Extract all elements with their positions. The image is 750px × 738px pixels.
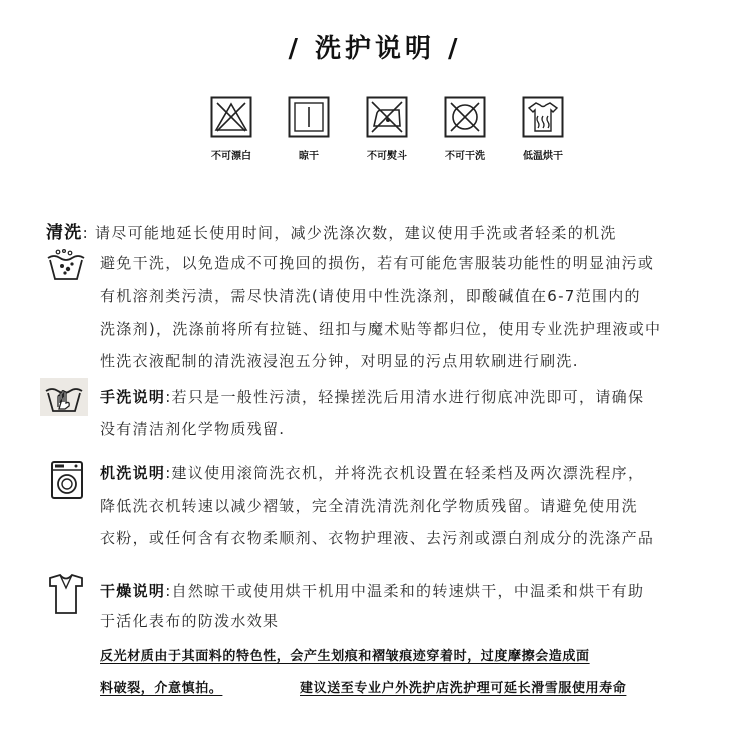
symbol-label: 不可漂白 xyxy=(211,151,251,162)
hand-wash-line: 没有清洁剂化学物质残留. xyxy=(100,420,286,438)
hand-wash-line: :若只是一般性污渍，轻操搓洗后用清水进行彻底冲洗即可，请确保 xyxy=(165,388,645,406)
symbol-line-dry xyxy=(274,96,344,162)
care-recommendation xyxy=(300,677,626,696)
reflective-material-notice xyxy=(100,645,590,664)
symbol-label: 不可熨斗 xyxy=(367,151,407,162)
care-symbols-row xyxy=(196,96,576,176)
notice-line: 反光材质由于其面料的特色性，会产生划痕和褶皱痕迹穿着时，过度摩擦会造成面 xyxy=(100,649,590,664)
line-dry-icon xyxy=(288,96,330,138)
reflective-material-notice-2 xyxy=(100,677,222,696)
symbol-no-bleach xyxy=(196,96,266,162)
hand-wash-heading: 手洗说明 xyxy=(100,388,166,406)
low-temp-tumble-dry-icon xyxy=(522,96,564,138)
no-iron-icon xyxy=(366,96,408,138)
no-dry-clean-icon xyxy=(444,96,486,138)
washing-machine-icon xyxy=(50,460,84,500)
notice-line: 建议送至专业户外洗护店洗护理可延长滑雪服使用寿命 xyxy=(300,681,627,696)
machine-wash-line: 衣粉，或任何含有衣物柔顺剂、衣物护理液、去污剂或漂白剂成分的洗涤产品 xyxy=(100,529,655,547)
symbol-label: 晾干 xyxy=(299,151,319,162)
cleaning-line: : 请尽可能地延长使用时间，减少洗涤次数，建议使用手洗或者轻柔的机洗 xyxy=(82,224,617,242)
drying-line: :自然晾干或使用烘干机用中温柔和的转速烘干，中温柔和烘干有助 xyxy=(165,582,645,600)
machine-wash-line: :建议使用滚筒洗衣机，并将洗衣机设置在轻柔档及两次漂洗程序， xyxy=(165,464,645,482)
cleaning-line: 避免干洗，以免造成不可挽回的损伤，若有可能危害服装功能性的明显油污或 xyxy=(100,254,655,272)
cleaning-heading: 清洗 xyxy=(46,223,83,243)
notice-line: 料破裂，介意慎拍。 xyxy=(100,681,223,696)
machine-wash-heading: 机洗说明 xyxy=(100,464,166,482)
symbol-no-iron xyxy=(352,96,422,162)
cleaning-line: 性洗衣液配制的清洗液浸泡五分钟，对明显的污点用软刷进行刷洗. xyxy=(100,352,579,370)
machine-wash-line: 降低洗衣机转速以减少褶皱，完全清洗清洗剂化学物质残留。请避免使用洗 xyxy=(100,497,638,515)
page-title: / 洗护说明 / xyxy=(288,34,462,64)
cleaning-line: 有机溶剂类污渍，需尽快清洗(请使用中性洗涤剂，即酸碱值在6-7范围内的 xyxy=(100,287,641,305)
drying-line: 于活化表布的防泼水效果 xyxy=(100,612,280,630)
hanging-shirt-icon xyxy=(46,572,86,616)
symbol-low-temp-tumble-dry xyxy=(508,96,578,162)
cleaning-line: 洗涤剂)，洗涤前将所有拉链、纽扣与魔术贴等都归位，使用专业洗护理液或中 xyxy=(100,320,662,338)
hand-wash-icon xyxy=(44,381,84,413)
drying-heading: 干燥说明 xyxy=(100,582,166,600)
wash-basin-icon xyxy=(46,248,86,282)
symbol-label: 不可干洗 xyxy=(445,151,485,162)
no-bleach-icon xyxy=(210,96,252,138)
symbol-label: 低温烘干 xyxy=(523,151,563,162)
symbol-no-dry-clean xyxy=(430,96,500,162)
